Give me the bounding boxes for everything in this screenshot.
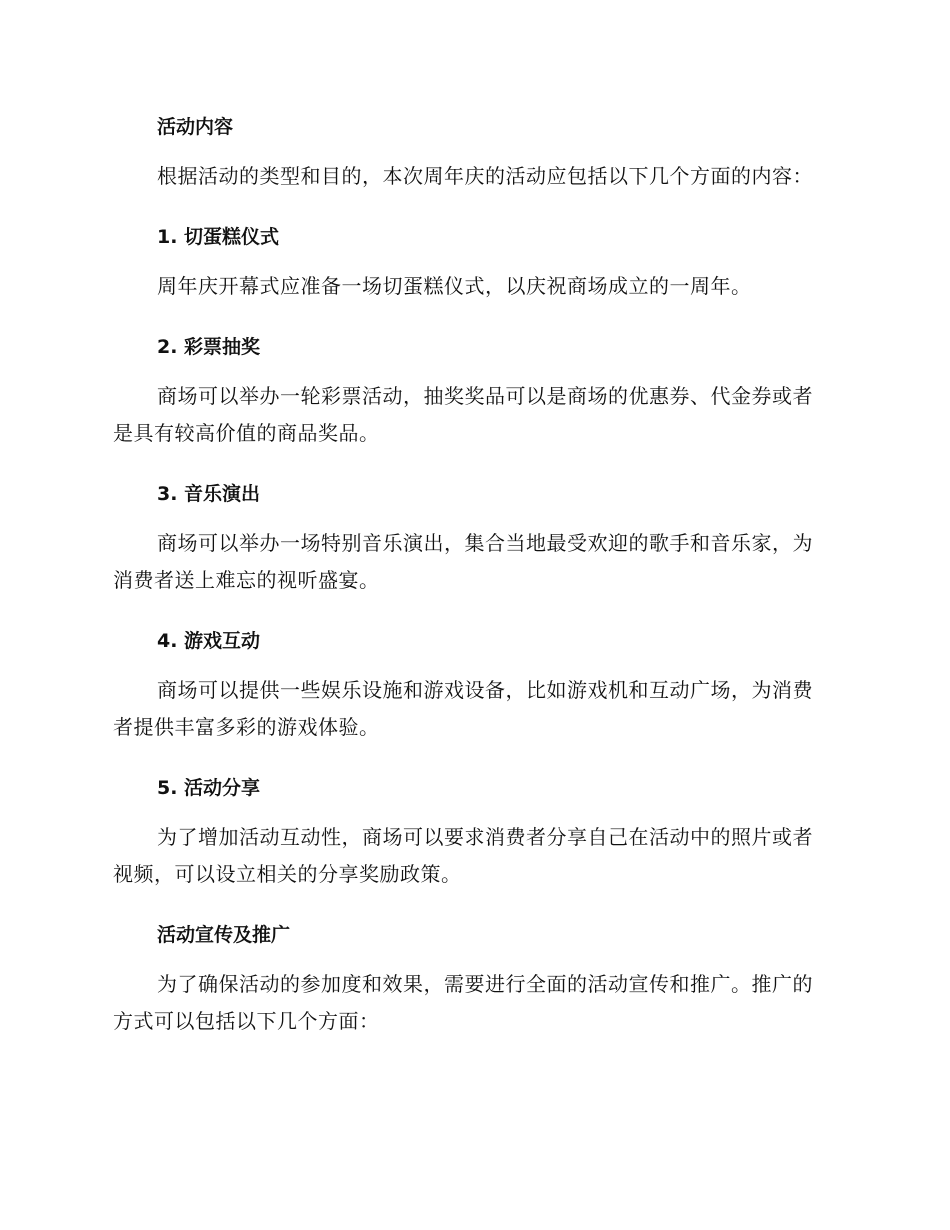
section-heading-promotion: 活动宣传及推广 — [157, 924, 291, 946]
item-heading-music-show: 3. 音乐演出 — [157, 483, 261, 505]
document-body — [113, 106, 831, 1061]
paragraph-cake-ceremony: 周年庆开幕式应准备一场切蛋糕仪式，以庆祝商场成立的一周年。 — [157, 274, 752, 298]
paragraph-promotion: 为了确保活动的参加度和效果，需要进行全面的活动宣传和推广。推广的方式可以包括以下几个方面： — [113, 972, 813, 1033]
paragraph-activity-sharing: 为了增加活动互动性，商场可以要求消费者分享自己在活动中的照片或者视频，可以设立相关的分享奖励政策。 — [113, 825, 813, 886]
paragraph-lottery: 商场可以举办一轮彩票活动，抽奖奖品可以是商场的优惠券、代金券或者是具有较高价值的商品奖品。 — [113, 384, 813, 445]
item-heading-game-interaction: 4. 游戏互动 — [157, 630, 261, 652]
section-heading-activity-content: 活动内容 — [157, 116, 234, 138]
item-heading-lottery: 2. 彩票抽奖 — [157, 336, 261, 358]
item-heading-activity-sharing: 5. 活动分享 — [157, 777, 261, 799]
paragraph-game-interaction: 商场可以提供一些娱乐设施和游戏设备，比如游戏机和互动广场，为消费者提供丰富多彩的游戏体验。 — [113, 678, 813, 739]
paragraph-music-show: 商场可以举办一场特别音乐演出，集合当地最受欢迎的歌手和音乐家，为消费者送上难忘的视听盛宴。 — [113, 531, 813, 592]
paragraph-intro: 根据活动的类型和目的，本次周年庆的活动应包括以下几个方面的内容： — [157, 164, 813, 188]
item-heading-cake-ceremony: 1. 切蛋糕仪式 — [157, 226, 280, 248]
